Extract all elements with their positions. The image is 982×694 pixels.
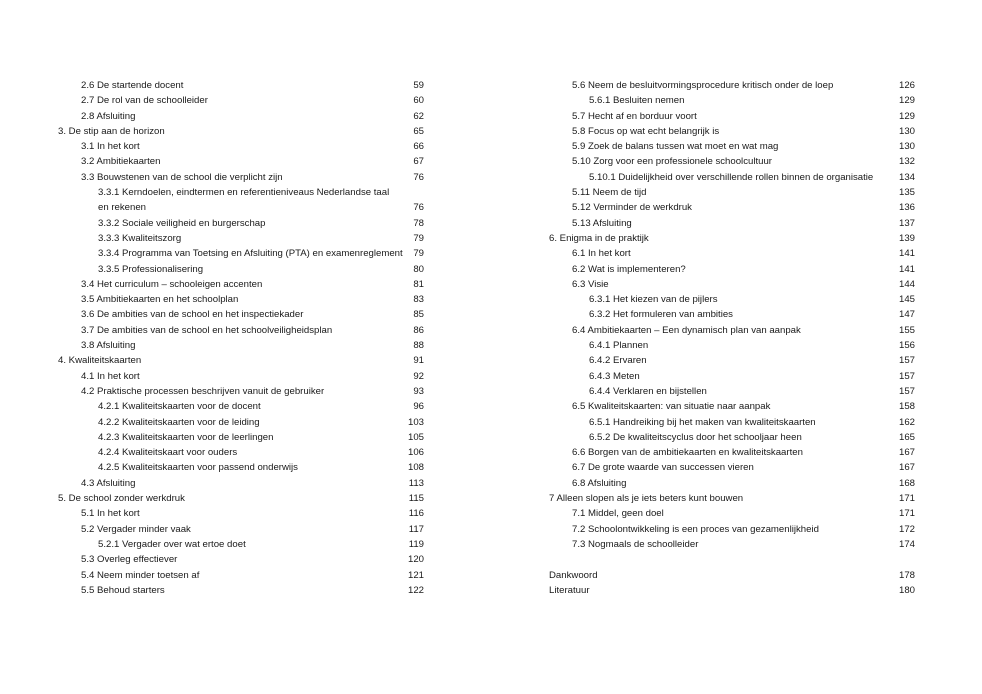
toc-entry-title: 3.3 Bouwstenen van de school die verplicht zijn <box>81 171 283 183</box>
toc-entry-title: 6.4 Ambitiekaarten – Een dynamisch plan van aanpak <box>572 324 801 336</box>
toc-entry-page-number: 76 <box>413 171 424 183</box>
toc-entry[interactable] <box>549 415 915 430</box>
toc-entry-title: 6. Enigma in de praktijk <box>549 232 649 244</box>
toc-entry[interactable] <box>549 292 915 307</box>
toc-entry-title: 2.6 De startende docent <box>81 80 184 91</box>
toc-entry-page-number: 180 <box>898 584 915 596</box>
toc-entry[interactable] <box>549 537 915 552</box>
toc-entry-page-number: 178 <box>898 569 915 581</box>
toc-entry-page-number: 103 <box>407 416 424 428</box>
toc-entry[interactable] <box>58 154 424 169</box>
toc-entry-page-number: 120 <box>407 554 424 566</box>
toc-entry-page-number: 79 <box>413 248 424 260</box>
toc-entry-title: 4.1 In het kort <box>81 370 140 382</box>
toc-entry-title: 7.1 Middel, geen doel <box>572 508 664 520</box>
toc-entry-title: 5.2.1 Vergader over wat ertoe doet <box>98 538 246 550</box>
toc-entry-page-number: 130 <box>898 141 915 153</box>
toc-entry[interactable] <box>58 522 424 537</box>
toc-entry[interactable] <box>549 277 915 292</box>
toc-entry-page-number: 129 <box>898 110 915 122</box>
toc-entry-page-number: 106 <box>407 447 424 459</box>
toc-entry-title: 6.4.1 Plannen <box>589 340 649 352</box>
toc-entry-title: 5. De school zonder werkdruk <box>58 493 185 505</box>
toc-entry-title: 5.10.1 Duidelijkheid over verschillende rollen binnen de organisatie <box>589 171 874 183</box>
toc-entry[interactable] <box>58 506 424 521</box>
toc-entry[interactable] <box>549 476 915 491</box>
toc-entry[interactable] <box>549 323 915 338</box>
toc-entry[interactable] <box>549 154 915 169</box>
toc-entry-title: 5.11 Neem de tijd <box>572 187 647 199</box>
toc-entry-title: 5.1 In het kort <box>81 508 140 520</box>
toc-entry-page-number: 108 <box>407 462 424 474</box>
toc-entry-title: 3.8 Afsluiting <box>81 340 136 352</box>
toc-entry[interactable] <box>58 93 424 108</box>
toc-entry[interactable] <box>549 231 915 246</box>
toc-entry-page-number: 145 <box>898 294 915 306</box>
toc-entry-page-number: 167 <box>898 447 915 459</box>
toc-entry-page-number: 122 <box>407 584 424 596</box>
toc-entry-page-number: 92 <box>413 370 424 382</box>
toc-entry-page-number: 88 <box>413 340 424 352</box>
toc-entry[interactable] <box>58 537 424 552</box>
toc-entry-page-number: 91 <box>413 355 424 367</box>
toc-entry[interactable] <box>58 583 424 598</box>
toc-entry-title: 4.2.1 Kwaliteitskaarten voor de docent <box>98 401 261 413</box>
toc-entry-page-number: 115 <box>408 493 424 505</box>
toc-entry-page-number: 60 <box>413 95 424 107</box>
toc-entry[interactable] <box>549 338 915 353</box>
toc-entry-page-number: 141 <box>898 263 915 275</box>
toc-entry[interactable] <box>549 246 915 261</box>
toc-entry-page-number: 83 <box>413 294 424 306</box>
toc-entry-title: 3.2 Ambitiekaarten <box>81 156 161 168</box>
toc-entry-title: 6.4.2 Ervaren <box>589 355 647 367</box>
toc-entry[interactable] <box>549 262 915 277</box>
toc-entry-page-number: 157 <box>898 355 915 367</box>
toc-entry[interactable] <box>58 491 424 506</box>
toc-entry-page-number: 126 <box>898 80 915 91</box>
toc-entry-title: 6.5.2 De kwaliteitscyclus door het schooljaar heen <box>589 431 802 443</box>
toc-entry-title: 3. De stip aan de horizon <box>58 125 165 137</box>
toc-entry[interactable] <box>58 353 424 368</box>
toc-entry-title: 2.7 De rol van de schoolleider <box>81 95 208 107</box>
toc-entry-title: 6.2 Wat is implementeren? <box>572 263 686 275</box>
toc-entry-title: 3.3.4 Programma van Toetsing en Afsluiting (PTA) en examenreglement <box>98 248 403 260</box>
toc-entry-title: 5.3 Overleg effectiever <box>81 554 178 566</box>
toc-entry-page-number: 67 <box>413 156 424 168</box>
toc-entry-title: Dankwoord <box>549 569 598 581</box>
toc-entry-page-number: 171 <box>898 508 915 520</box>
toc-entry-title: 6.8 Afsluiting <box>572 477 627 489</box>
toc-entry-title: 3.6 De ambities van de school en het inspectiekader <box>81 309 304 321</box>
toc-entry-page-number: 165 <box>898 431 915 443</box>
toc-entry-page-number: 117 <box>408 523 424 535</box>
toc-entry[interactable] <box>58 476 424 491</box>
toc-entry-title: 7 Alleen slopen als je iets beters kunt bouwen <box>549 493 744 505</box>
toc-entry[interactable] <box>549 522 915 537</box>
toc-entry-title: 3.1 In het kort <box>81 141 140 153</box>
toc-entry-page-number: 81 <box>413 278 424 290</box>
toc-entry-title: 6.3 Visie <box>572 278 609 290</box>
toc-entry-title: 6.6 Borgen van de ambitiekaarten en kwaliteitskaarten <box>572 447 803 459</box>
toc-entry-title: 4.2.4 Kwaliteitskaart voor ouders <box>98 447 238 459</box>
toc-entry-title: 4.2 Praktische processen beschrijven vanuit de gebruiker <box>81 385 325 397</box>
toc-entry-title: 5.7 Hecht af en borduur voort <box>572 110 697 122</box>
toc-entry[interactable] <box>58 200 424 215</box>
toc-entry[interactable] <box>549 353 915 368</box>
toc-entry-page-number: 135 <box>898 187 915 199</box>
toc-entry-page-number: 157 <box>898 385 915 397</box>
toc-entry[interactable] <box>549 445 915 460</box>
toc-entry-title: 5.12 Verminder de werkdruk <box>572 202 692 214</box>
toc-entry-page-number: 158 <box>898 401 915 413</box>
toc-entry-title: 5.8 Focus op wat echt belangrijk is <box>572 125 720 137</box>
toc-entry-title: 5.5 Behoud starters <box>81 584 165 596</box>
toc-entry-title: 7.2 Schoolontwikkeling is een proces van gezamenlijkheid <box>572 523 819 535</box>
toc-entry-page-number: 134 <box>898 171 915 183</box>
toc-entry-title: 5.6.1 Besluiten nemen <box>589 95 685 107</box>
toc-entry-page-number: 136 <box>898 202 915 214</box>
toc-entry-title: 3.3.5 Professionalisering <box>98 263 204 275</box>
toc-entry-page-number: 76 <box>413 202 424 214</box>
toc-entry[interactable] <box>549 399 915 414</box>
toc-entry-title: 5.2 Vergader minder vaak <box>81 523 191 535</box>
toc-entry-page-number: 168 <box>898 477 915 489</box>
toc-entry-title: 6.5 Kwaliteitskaarten: van situatie naar aanpak <box>572 401 771 413</box>
toc-entry[interactable] <box>58 277 424 292</box>
toc-entry[interactable] <box>58 231 424 246</box>
toc-entry[interactable] <box>549 460 915 475</box>
toc-entry[interactable] <box>58 170 424 185</box>
toc-entry[interactable] <box>58 338 424 353</box>
toc-entry[interactable] <box>549 78 915 93</box>
toc-entry[interactable] <box>549 124 915 139</box>
toc-entry[interactable] <box>549 491 915 506</box>
toc-entry-title: 7.3 Nogmaals de schoolleider <box>572 538 699 550</box>
toc-entry[interactable] <box>58 78 424 93</box>
toc-entry-title: 3.5 Ambitiekaarten en het schoolplan <box>81 294 239 306</box>
toc-entry[interactable] <box>549 216 915 231</box>
toc-entry-title: 4.2.3 Kwaliteitskaarten voor de leerlingen <box>98 431 274 443</box>
toc-entry-title: 6.4.3 Meten <box>589 370 640 382</box>
toc-spacer <box>549 552 915 567</box>
toc-entry[interactable] <box>549 93 915 108</box>
toc-entry-page-number: 119 <box>408 538 424 550</box>
toc-entry-title: 5.9 Zoek de balans tussen wat moet en wat mag <box>572 141 779 153</box>
toc-entry-title: 3.3.2 Sociale veiligheid en burgerschap <box>98 217 266 229</box>
toc-entry-title: 5.10 Zorg voor een professionele schoolcultuur <box>572 156 772 168</box>
toc-entry[interactable] <box>58 384 424 399</box>
toc-entry-page-number: 129 <box>898 95 915 107</box>
toc-entry-page-number: 80 <box>413 263 424 275</box>
toc-entry-page-number: 59 <box>413 80 424 91</box>
toc-entry-title: 6.3.1 Het kiezen van de pijlers <box>589 294 718 306</box>
toc-entry-page-number: 162 <box>898 416 915 428</box>
toc-entry-page-number: 85 <box>413 309 424 321</box>
toc-entry-page-number: 155 <box>898 324 915 336</box>
toc-entry-title: 3.7 De ambities van de school en het schoolveiligheidsplan <box>81 324 333 336</box>
toc-entry-page-number: 121 <box>407 569 424 581</box>
toc-entry-title: 4.2.5 Kwaliteitskaarten voor passend onderwijs <box>98 462 298 474</box>
toc-entry[interactable] <box>549 185 915 200</box>
toc-entry-page-number: 79 <box>413 232 424 244</box>
toc-entry[interactable] <box>58 124 424 139</box>
toc-entry[interactable] <box>549 430 915 445</box>
toc-entry-title: en rekenen <box>98 202 147 214</box>
toc-entry[interactable] <box>549 170 915 185</box>
toc-entry-page-number: 139 <box>898 232 915 244</box>
toc-entry[interactable] <box>549 384 915 399</box>
toc-entry-title: 3.4 Het curriculum – schooleigen accenten <box>81 278 263 290</box>
toc-entry[interactable] <box>549 109 915 124</box>
toc-entry-title: 6.3.2 Het formuleren van ambities <box>589 309 733 321</box>
toc-entry-page-number: 147 <box>898 309 915 321</box>
toc-entry-title: 6.1 In het kort <box>572 248 631 260</box>
toc-entry-title: 4.3 Afsluiting <box>81 477 136 489</box>
toc-entry[interactable] <box>58 552 424 567</box>
toc-entry-page-number: 113 <box>408 477 424 489</box>
toc-entry[interactable] <box>58 262 424 277</box>
toc-entry-page-number: 66 <box>413 141 424 153</box>
toc-entry[interactable] <box>58 415 424 430</box>
toc-entry[interactable] <box>549 307 915 322</box>
toc-entry-title: 5.4 Neem minder toetsen af <box>81 569 200 581</box>
toc-entry-page-number: 130 <box>898 125 915 137</box>
toc-entry-title: 4.2.2 Kwaliteitskaarten voor de leiding <box>98 416 260 428</box>
toc-entry[interactable] <box>58 307 424 322</box>
toc-entry-page-number: 62 <box>413 110 424 122</box>
toc-entry-page-number: 93 <box>413 385 424 397</box>
toc-entry-title: 5.13 Afsluiting <box>572 217 632 229</box>
toc-entry-title: 5.6 Neem de besluitvormingsprocedure kritisch onder de loep <box>572 80 834 91</box>
toc-entry-page-number: 156 <box>898 340 915 352</box>
toc-entry-page-number: 78 <box>413 217 424 229</box>
toc-entry[interactable] <box>58 323 424 338</box>
toc-column-left <box>58 78 424 598</box>
toc-entry[interactable] <box>58 109 424 124</box>
toc-entry-page-number: 86 <box>413 324 424 336</box>
toc-entry-title: Literatuur <box>549 584 590 596</box>
toc-entry[interactable] <box>58 216 424 231</box>
toc-entry-page-number: 167 <box>898 462 915 474</box>
toc-entry-page-number: 105 <box>407 431 424 443</box>
toc-entry[interactable] <box>58 369 424 384</box>
toc-entry[interactable] <box>58 445 424 460</box>
toc-entry-title: 6.7 De grote waarde van successen vieren <box>572 462 754 474</box>
toc-entry[interactable] <box>549 568 915 583</box>
toc-entry[interactable] <box>58 568 424 583</box>
toc-entry[interactable] <box>549 506 915 521</box>
toc-entry-title: 3.3.1 Kerndoelen, eindtermen en referentieniveaus Nederlandse taal <box>98 187 390 199</box>
toc-column-right <box>549 78 915 598</box>
toc-entry-page-number: 96 <box>413 401 424 413</box>
toc-entry[interactable] <box>58 460 424 475</box>
toc-entry-page-number: 141 <box>898 248 915 260</box>
toc-entry-page-number: 132 <box>898 156 915 168</box>
toc-entry-page-number: 116 <box>408 508 424 520</box>
toc-entry[interactable] <box>549 369 915 384</box>
toc-entry-page-number: 65 <box>413 125 424 137</box>
toc-entry-title: 2.8 Afsluiting <box>81 110 136 122</box>
toc-entry-page-number: 174 <box>898 538 915 550</box>
toc-entry-title: 4. Kwaliteitskaarten <box>58 355 142 367</box>
toc-entry-page-number: 137 <box>898 217 915 229</box>
toc-entry-page-number: 144 <box>898 278 915 290</box>
toc-entry-title: 3.3.3 Kwaliteitszorg <box>98 232 182 244</box>
toc-entry-title: 6.5.1 Handreiking bij het maken van kwaliteitskaarten <box>589 416 816 428</box>
toc-entry[interactable] <box>58 430 424 445</box>
toc-entry[interactable] <box>549 200 915 215</box>
toc-entry[interactable] <box>58 185 424 200</box>
toc-entry[interactable] <box>58 292 424 307</box>
toc-entry[interactable] <box>549 139 915 154</box>
toc-entry-page-number: 171 <box>898 493 915 505</box>
toc-entry-page-number: 172 <box>898 523 915 535</box>
toc-entry[interactable] <box>549 583 915 598</box>
toc-entry-title: 6.4.4 Verklaren en bijstellen <box>589 385 707 397</box>
toc-entry[interactable] <box>58 139 424 154</box>
toc-entry[interactable] <box>58 399 424 414</box>
toc-entry[interactable] <box>58 246 424 261</box>
toc-entry-page-number: 157 <box>898 370 915 382</box>
